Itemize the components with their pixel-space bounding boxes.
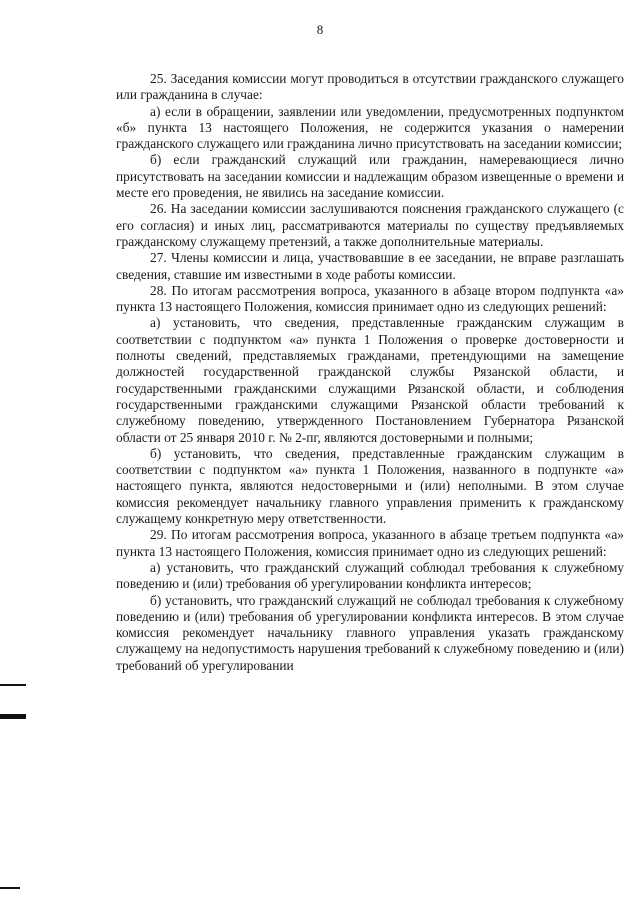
paragraph-27: 27. Члены комиссии и лица, участвовавшие в ее заседании, не вправе разглашать сведения, ставшие им известными в ходе работы комиссии. (116, 250, 624, 282)
scan-edge-mark (0, 714, 26, 719)
paragraph-29-a: а) установить, что гражданский служащий соблюдал требования к служебному поведению и (или) требования об урегулировании конфликта интересов; (116, 559, 624, 592)
paragraph-28-b: б) установить, что сведения, представленные гражданским служащим в соответствии с подпунктом «а» пункта 1 Положения, названного в подпункте «а» настоящего пункта, являются недостоверными и (или) неполными. В этом случае комиссия рекомендует начальнику главного управления применить к гражданскому служащему конкретную меру ответственности. (116, 445, 624, 527)
paragraph-29-b: б) установить, что гражданский служащий не соблюдал требования к служебному поведению и (или) требования об урегулировании конфликта интересов. В этом случае комиссия рекомендует начальнику главного управления указать гражданскому служащему на недопустимость нарушения требований к служебному поведению и (или) требований об урегулировании (116, 592, 624, 673)
paragraph-25-b: б) если гражданский служащий или гражданин, намеревающиеся лично присутствовать на заседании комиссии и надлежащим образом извещенные о времени и месте его проведения, не явились на заседание комиссии. (116, 152, 624, 201)
paragraph-29: 29. По итогам рассмотрения вопроса, указанного в абзаце третьем подпункта «а» пункта 13 настоящего Положения, комиссия принимает одно из следующих решений: (116, 527, 624, 559)
page-number: 8 (316, 22, 324, 37)
scan-edge-mark (0, 887, 20, 889)
paragraph-26: 26. На заседании комиссии заслушиваются пояснения гражданского служащего (с его согласия) и иных лиц, рассматриваются материалы по существу предъявляемых гражданскому служащему претензий, а также дополнительные материалы. (116, 201, 624, 249)
paragraph-25-a: а) если в обращении, заявлении или уведомлении, предусмотренных подпунктом «б» пункта 13 настоящего Положения, не содержится указания о намерении гражданского служащего или гражданина лично присутствовать на заседании комиссии; (116, 103, 624, 152)
paragraph-25: 25. Заседания комиссии могут проводиться в отсутствии гражданского служащего или гражданина в случае: (116, 71, 624, 103)
document-body (116, 71, 624, 674)
paragraph-28: 28. По итогам рассмотрения вопроса, указанного в абзаце втором подпункта «а» пункта 13 настоящего Положения, комиссия принимает одно из следующих решений: (116, 282, 624, 315)
paragraph-28-a: а) установить, что сведения, представленные гражданским служащим в соответствии с подпунктом «а» пункта 1 Положения о проверке достоверности и полноты сведений, представляемых гражданами, претендующими на замещение должностей государственной гражданской службы Рязанской области, и государственными гражданскими служащими Рязанской области, и соблюдения государственными гражданскими служащими Рязанской области требований к служебному поведению, утвержденного Постановлением Губернатора Рязанской области от 25 января 2010 г. № 2-пг, являются достоверными и полными; (116, 315, 624, 445)
scan-edge-mark (0, 684, 26, 686)
